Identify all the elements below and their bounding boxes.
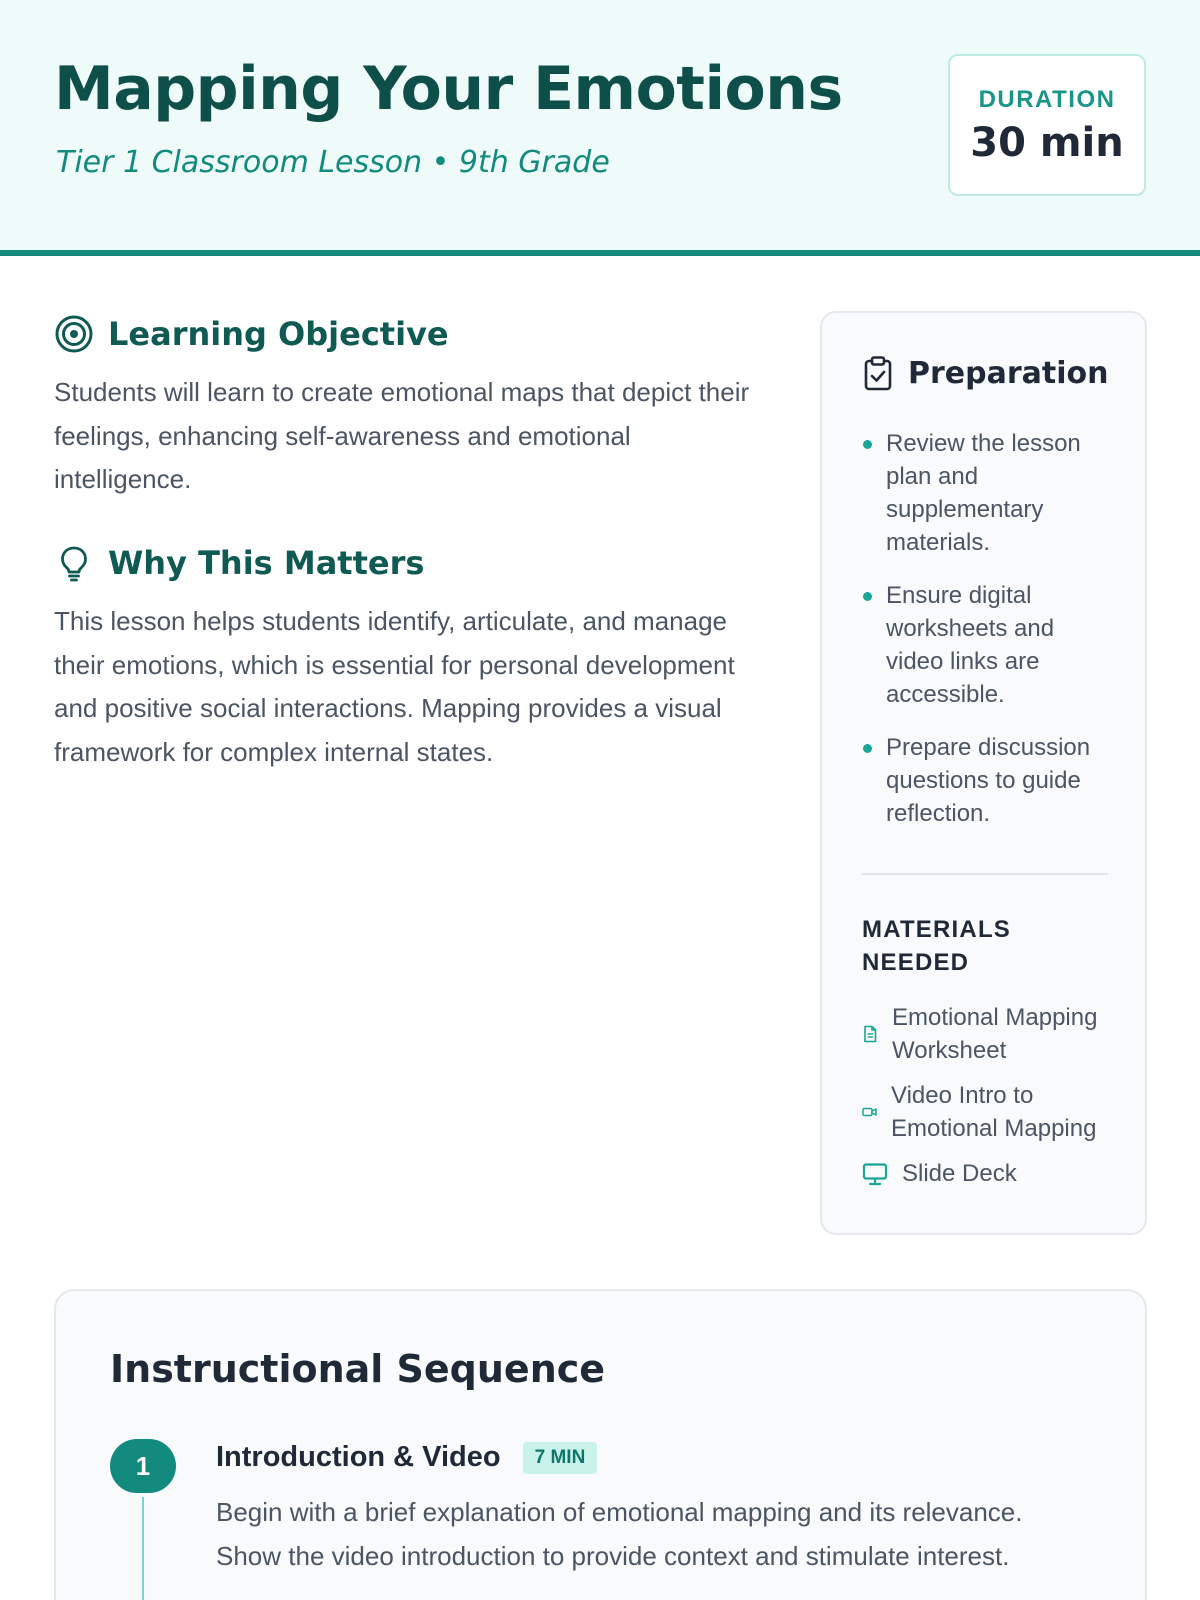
preparation-list [862,427,1112,850]
objective-heading: Learning Objective [108,315,449,353]
material-label: Slide Deck [902,1160,1017,1187]
material-item[interactable] [862,1079,1122,1145]
preparation-heading: Preparation [908,355,1109,391]
preparation-item-text: Prepare discussion questions to guide reflection. [886,734,1091,827]
duration-value: 30 min [970,120,1124,166]
lesson-subtitle: Tier 1 Classroom Lesson • 9th Grade [56,145,610,180]
preparation-item-text: Ensure digital worksheets and video links are accessible. [886,582,1055,708]
why-text: This lesson helps students identify, articulate, and manage their emotions, which is essential for personal development and positive social interactions. Mapping provides a visual framework for complex internal states. [54,606,735,767]
preparation-item [862,427,1112,559]
lesson-title: Mapping Your Emotions [54,54,843,124]
preparation-item [862,579,1112,711]
preparation-divider [862,873,1108,875]
duration-label: DURATION [978,86,1116,113]
preparation-card [820,311,1147,1235]
bullet-dot [863,744,872,753]
why-heading-row [54,541,424,585]
why-heading: Why This Matters [108,544,425,582]
material-label: Emotional Mapping Worksheet [892,1004,1098,1064]
objective-text: Students will learn to create emotional maps that depict their feelings, enhancing self-awareness and emotional intelligence. [54,377,750,494]
lesson-header [0,0,1200,256]
step-number-badge: 1 [110,1439,176,1493]
sequence-heading: Instructional Sequence [110,1347,606,1391]
objective-heading-row [54,312,449,356]
material-item[interactable] [862,1001,1122,1067]
clipboard-check-icon [862,355,894,391]
duration-card [948,54,1146,196]
step-title: Introduction & Video [216,1441,501,1473]
bullet-dot [863,592,872,601]
step-duration-badge: 7 MIN [523,1442,598,1474]
materials-list [862,1001,1122,1202]
step-heading-row [216,1441,597,1474]
monitor-icon [862,1161,888,1187]
preparation-heading-row [862,355,1108,391]
preparation-item [862,731,1112,830]
preparation-item-text: Review the lesson plan and supplementary materials. [886,430,1081,556]
material-label: Video Intro to Emotional Mapping [891,1082,1097,1142]
target-icon [54,314,94,354]
lightbulb-icon [54,543,94,583]
instructional-sequence-card [54,1289,1147,1600]
bullet-dot [863,440,872,449]
step-connector-line [142,1497,144,1600]
document-icon [862,1025,878,1043]
material-item[interactable] [862,1157,1122,1190]
video-icon [862,1106,877,1118]
materials-title: MATERIALS NEEDED [862,916,1012,976]
step-description: Begin with a brief explanation of emotional mapping and its relevance. Show the video introduction to provide context and stimulate interest. [216,1497,1023,1571]
